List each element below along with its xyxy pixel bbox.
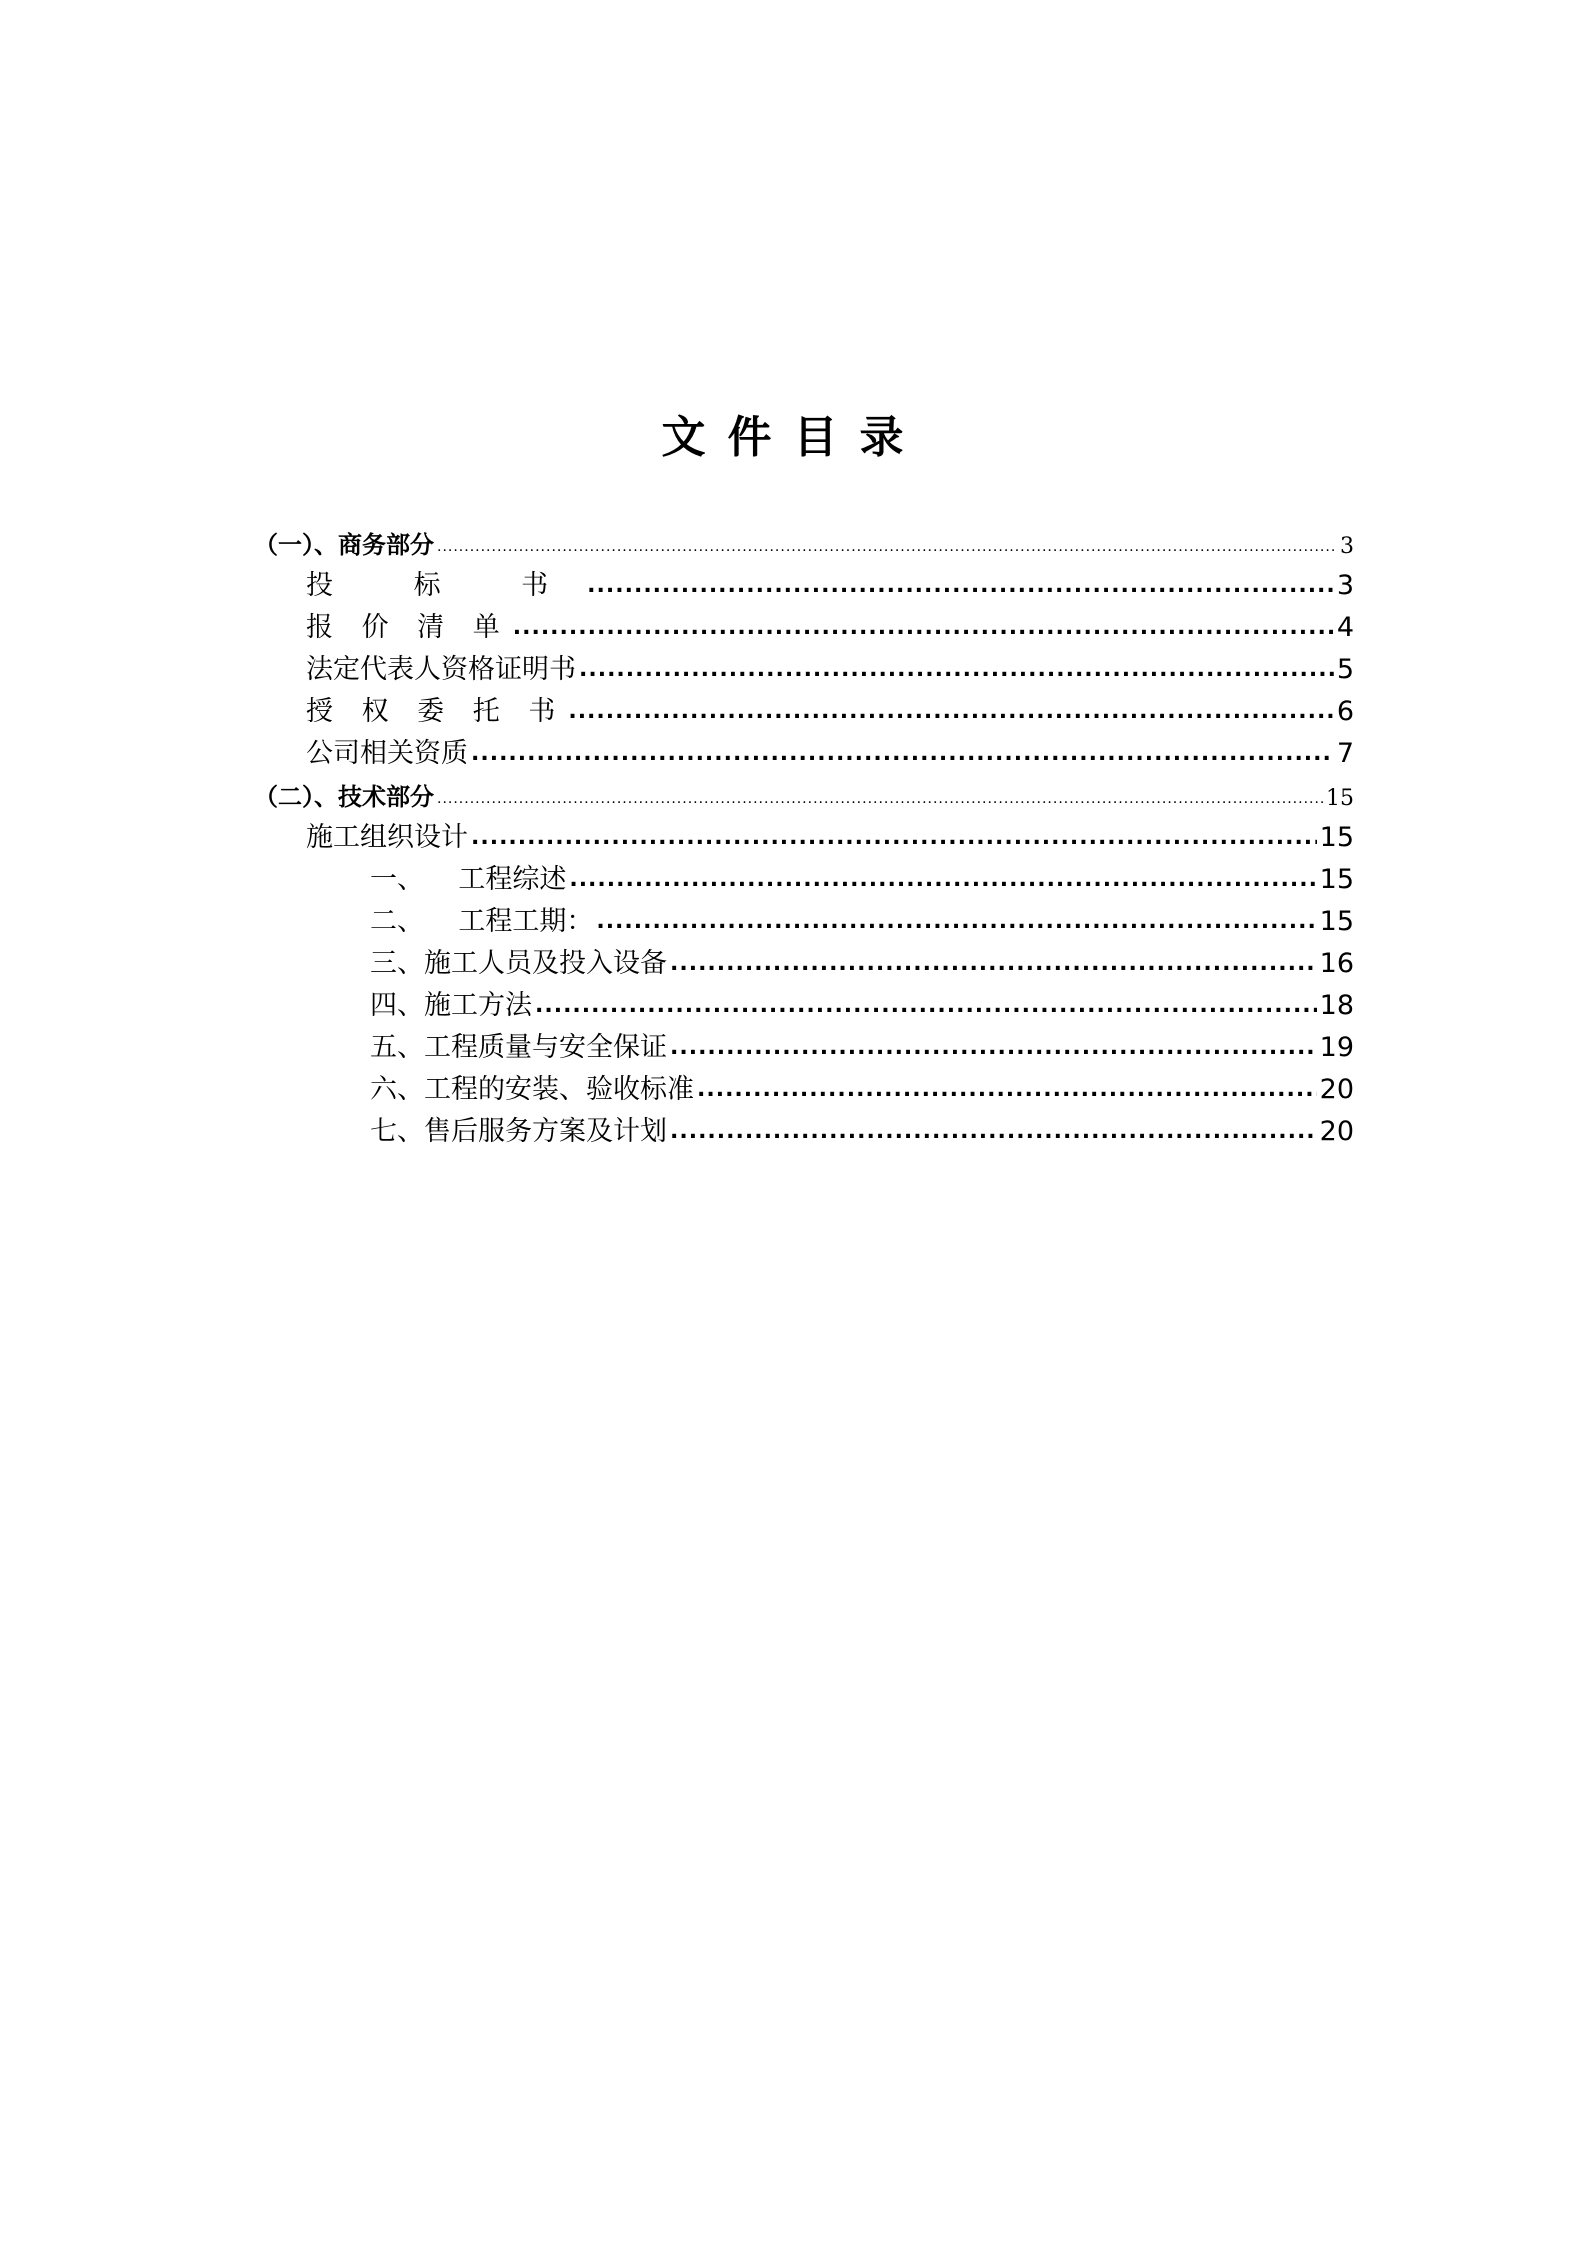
toc-dot-leader bbox=[535, 988, 1317, 1024]
toc-dot-leader bbox=[579, 652, 1334, 688]
toc-section-technical[interactable] bbox=[254, 781, 1354, 813]
toc-entry-label: （一）、商务部分 bbox=[254, 530, 434, 559]
toc-dot-leader bbox=[569, 862, 1316, 898]
toc-entry-after-sales-service[interactable] bbox=[370, 1114, 1354, 1150]
toc-dot-leader bbox=[437, 531, 1337, 563]
toc-page-number: 3 bbox=[1340, 534, 1354, 559]
toc-page-number: 19 bbox=[1319, 1032, 1354, 1063]
toc-entry-label: 七、售后服务方案及计划 bbox=[370, 1116, 667, 1147]
toc-entry-label: 六、工程的安装、验收标准 bbox=[370, 1074, 694, 1105]
toc-page-number: 15 bbox=[1326, 786, 1354, 811]
toc-dot-leader bbox=[437, 783, 1323, 815]
toc-entry-label: （二）、技术部分 bbox=[254, 782, 434, 811]
toc-dot-leader bbox=[568, 694, 1333, 730]
toc-entry-label: 二、 工程工期： bbox=[370, 906, 594, 937]
toc-page-number: 6 bbox=[1336, 696, 1354, 727]
toc-dot-leader bbox=[670, 1030, 1317, 1066]
toc-dot-leader bbox=[670, 946, 1317, 982]
toc-entry-label: 四、施工方法 bbox=[370, 990, 532, 1021]
toc-page-number: 15 bbox=[1319, 822, 1354, 853]
toc-entry-label: 施工组织设计 bbox=[306, 822, 468, 853]
toc-dot-leader bbox=[697, 1072, 1317, 1108]
toc-entry-label: 法定代表人资格证明书 bbox=[306, 654, 576, 685]
toc-entry-label: 报 价 清 单 bbox=[306, 612, 510, 643]
toc-page-number: 15 bbox=[1319, 864, 1354, 895]
toc-dot-leader bbox=[471, 736, 1334, 772]
toc-dot-leader bbox=[596, 904, 1316, 940]
page-title: 文件目录 bbox=[661, 412, 926, 463]
toc-dot-leader bbox=[471, 820, 1317, 856]
toc-page-number: 16 bbox=[1319, 948, 1354, 979]
toc-entry-price-list[interactable] bbox=[306, 610, 1354, 646]
toc-entry-quality-safety[interactable] bbox=[370, 1030, 1354, 1066]
toc-entry-label: 一、 工程综述 bbox=[370, 864, 567, 895]
toc-page-number: 7 bbox=[1336, 738, 1354, 769]
toc-dot-leader bbox=[513, 610, 1334, 646]
toc-page-number: 4 bbox=[1336, 612, 1354, 643]
toc-entry-power-of-attorney[interactable] bbox=[306, 694, 1354, 730]
toc-entry-legal-rep-certificate[interactable] bbox=[306, 652, 1354, 688]
toc-page-number: 15 bbox=[1319, 906, 1354, 937]
toc-dot-leader bbox=[587, 568, 1334, 604]
toc-entry-company-qualifications[interactable] bbox=[306, 736, 1354, 772]
toc-entry-construction-method[interactable] bbox=[370, 988, 1354, 1024]
toc-entry-construction-design[interactable] bbox=[306, 820, 1354, 856]
toc-entry-label: 五、工程质量与安全保证 bbox=[370, 1032, 667, 1063]
toc-entry-project-overview[interactable] bbox=[370, 862, 1354, 898]
toc-page-number: 3 bbox=[1336, 570, 1354, 601]
toc-entry-label: 三、施工人员及投入设备 bbox=[370, 948, 667, 979]
toc-entry-staff-and-equipment[interactable] bbox=[370, 946, 1354, 982]
toc-entry-label: 授 权 委 托 书 bbox=[306, 696, 566, 727]
toc-entry-label: 公司相关资质 bbox=[306, 738, 468, 769]
toc-page-number: 20 bbox=[1319, 1116, 1354, 1147]
toc-entry-project-schedule[interactable] bbox=[370, 904, 1354, 940]
toc-dot-leader bbox=[670, 1114, 1317, 1150]
toc-page-number: 18 bbox=[1319, 990, 1354, 1021]
toc-entry-label: 投 标 书 bbox=[306, 570, 585, 601]
toc-page-number: 20 bbox=[1319, 1074, 1354, 1105]
toc-section-business[interactable] bbox=[254, 529, 1354, 561]
toc-page-number: 5 bbox=[1336, 654, 1354, 685]
toc-entry-bid-letter[interactable] bbox=[306, 568, 1354, 604]
toc-entry-installation-acceptance[interactable] bbox=[370, 1072, 1354, 1108]
